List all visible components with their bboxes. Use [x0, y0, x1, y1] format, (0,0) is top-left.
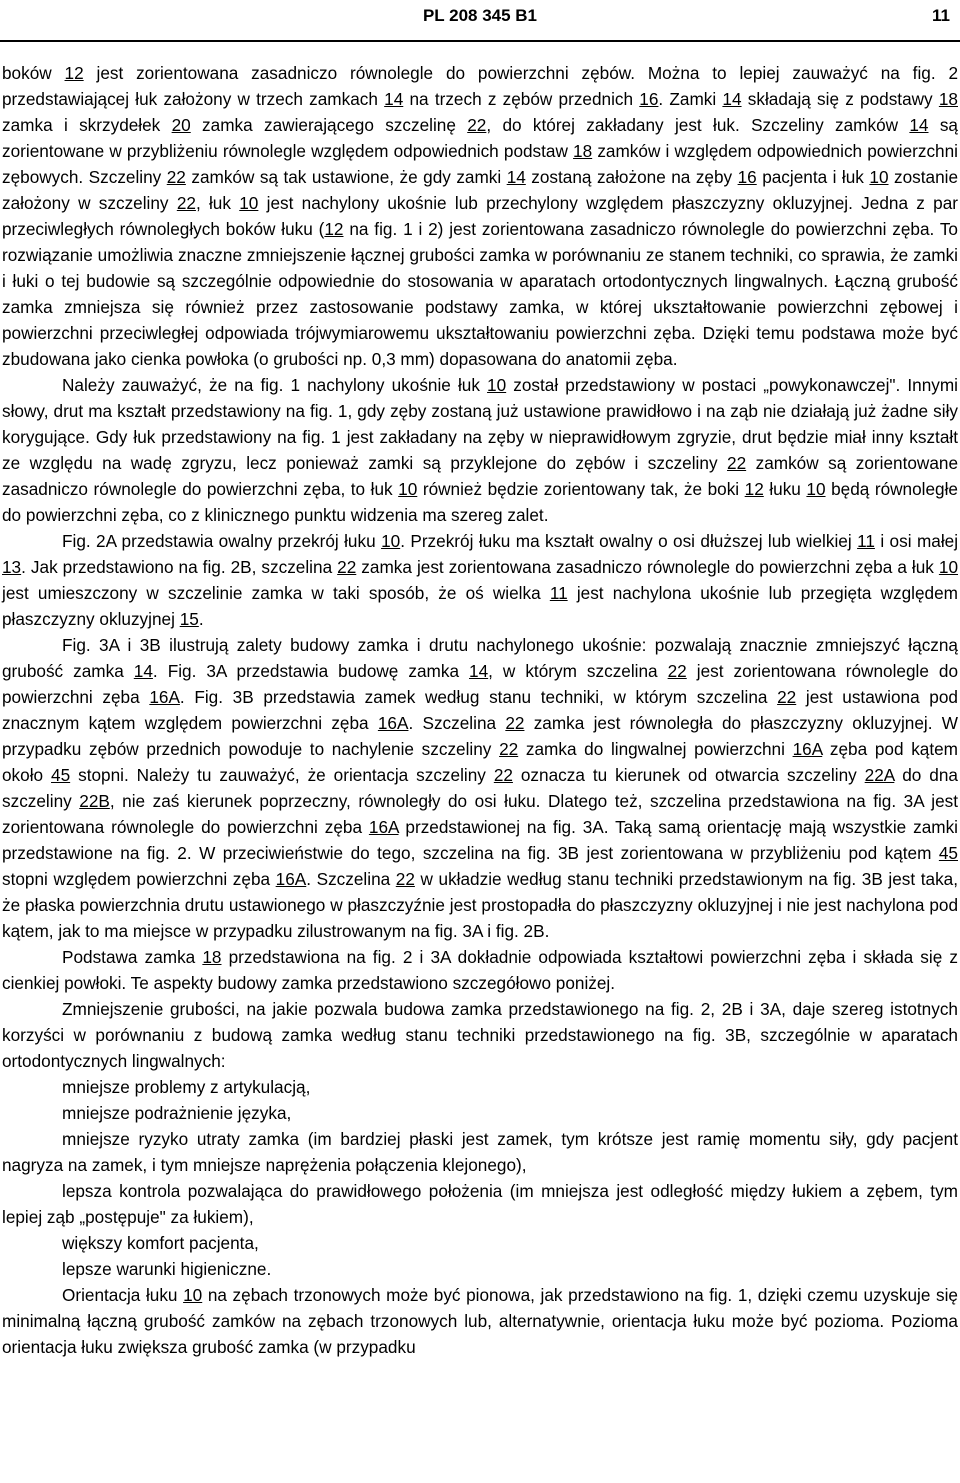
list-item: mniejsze podrażnienie języka,: [62, 1103, 292, 1123]
reference-numeral: 12: [64, 63, 84, 83]
paragraph-6: Zmniejszenie grubości, na jakie pozwala budowa zamka przedstawionego na fig. 2, 2B i 3A, daje szereg istotnych korzyści w porównaniu z budową zamka według stanu techniki przedstawionego na fig. 3B, szczególnie w aparatach ortodontycznych lingwalnych:: [2, 999, 958, 1071]
publication-number: PL 208 345 B1: [422, 6, 538, 25]
reference-numeral: 18: [202, 947, 222, 967]
reference-numeral: 14: [506, 167, 526, 187]
reference-numeral: 10: [183, 1285, 203, 1305]
list-item: lepsze warunki higieniczne.: [62, 1259, 272, 1279]
reference-numeral: 16A: [377, 713, 409, 733]
page-number: 11: [932, 6, 950, 25]
reference-numeral: 22: [395, 869, 415, 889]
reference-numeral: 16: [737, 167, 757, 187]
paragraph-7: Orientacja łuku 10 na zębach trzonowych może być pionowa, jak przedstawiono na fig. 1, dzięki czemu uzyskuje się minimalną łączną grubość zamków na zębach trzonowych lub, alternatywnie, orientacja łuku może być pozioma. Pozioma orientacja łuku zwiększa grubość zamka (w przypadku: [2, 1285, 958, 1357]
reference-numeral: 16A: [792, 739, 823, 759]
reference-numeral: 10: [487, 375, 507, 395]
reference-numeral: 15: [179, 609, 199, 629]
reference-numeral: 12: [324, 219, 344, 239]
paragraph-1: boków 12 jest zorientowana zasadniczo równolegle do powierzchni zębów. Można to lepiej zauważyć na fig. 2 przedstawiającej łuk założony w trzech zamkach 14 na trzech z zębów przednich 16. Zamki 14 składają się z podstawy 18 zamka i skrzydełek 20 zamka zawierającego szczelinę 22, do której zakładany jest łuk. Szczeliny zamków 14 są zorientowane w przybliżeniu równolegle względem odpowiednich podstaw 18 zamków i względem odpowiednich powierzchni zębowych. Szczeliny 22 zamków są tak ustawione, że gdy zamki 14 zostaną założone na zęby 16 pacjenta i łuk 10 zostanie założony w szczeliny 22, łuk 10 jest nachylony ukośnie lub przechylony względem płaszczyzny okluzyjnej. Jedna z par przeciwległych równoległych boków łuku (12 na fig. 1 i 2) jest zorientowana zasadniczo równolegle do powierzchni zęba. To rozwiązanie umożliwia znaczne zmniejszenie łącznej grubości zamka w porównaniu ze stanem techniki, co sprawia, że zamki i łuki o tej budowie są szczególnie odpowiednie do stosowania w aparatach ortodontycznych lingwalnych. Łączną grubość zamka zmniejsza się również przez zastosowanie podstawy zamka, w której ukształtowanie powierzchni zębowej i powierzchni przeciwległej odpowiada trójwymiarowemu ukształtowaniu powierzchni zęba. Dzięki temu podstawa może być zbudowana jako cienka powłoka (o grubości np. 0,3 mm) dopasowana do anatomii zęba.: [2, 63, 959, 369]
paragraph-5: Podstawa zamka 18 przedstawiona na fig. 2 i 3A dokładnie odpowiada kształtowi powierzchni zęba i składa się z cienkiej powłoki. Te aspekty budowy zamka przedstawiono szczegółowo poniżej.: [2, 947, 958, 993]
paragraph-4: Fig. 3A i 3B ilustrują zalety budowy zamka i drutu nachylonego ukośnie: pozwalają znacznie zmniejszyć łączną grubość zamka 14. Fig. 3A przedstawia budowę zamka 14, w którym szczelina 22 jest zorientowana równolegle do powierzchni zęba 16A. Fig. 3B przedstawia zamek według stanu techniki, w którym szczelina 22 jest ustawiona pod znacznym kątem względem powierzchni zęba 16A. Szczelina 22 zamka jest równoległa do płaszczyzny okluzyjnej. W przypadku zębów przednich powoduje to nachylenie szczeliny 22 zamka do lingwalnej powierzchni 16A zęba pod kątem około 45 stopni. Należy tu zauważyć, że orientacja szczeliny 22 oznacza tu kierunek od otwarcia szczeliny 22A do dna szczeliny 22B, nie zaś kierunek poprzeczny, równoległy do osi łuku. Dlatego też, szczelina przedstawiona na fig. 3A jest zorientowana równolegle do powierzchni zęba 16A przedstawionej na fig. 3A. Taką samą orientację mają wszystkie zamki przedstawione na fig. 2. W przeciwieństwie do tego, szczelina na fig. 3B jest zorientowana w przybliżeniu pod kątem 45 stopni względem powierzchni zęba 16A. Szczelina 22 w układzie według stanu techniki przedstawionym na fig. 3B jest taka, że płaska powierzchnia drutu ustawionego w płaszczyźnie jest prostopadła do płaszczyzny okluzyjnej i nie jest nachylona pod kątem, jak to ma miejsce w przypadku zilustrowanym na fig. 3A i fig. 2B.: [2, 635, 959, 941]
list-item: lepsza kontrola pozwalająca do prawidłowego położenia (im mniejsza jest odległość między łukiem a zębem, tym lepiej ząb „postępuje" za łukiem),: [2, 1181, 958, 1227]
reference-numeral: 22: [176, 193, 196, 213]
reference-numeral: 14: [909, 115, 929, 135]
reference-numeral: 16: [639, 89, 659, 109]
reference-numeral: 10: [869, 167, 889, 187]
reference-numeral: 16A: [149, 687, 180, 707]
reference-numeral: 22: [505, 713, 525, 733]
reference-numeral: 22: [467, 115, 487, 135]
reference-numeral: 22: [667, 661, 687, 681]
reference-numeral: 22: [777, 687, 797, 707]
reference-numeral: 18: [938, 89, 958, 109]
reference-numeral: 18: [573, 141, 593, 161]
reference-numeral: 22: [499, 739, 519, 759]
reference-numeral: 22A: [864, 765, 895, 785]
reference-numeral: 16A: [275, 869, 307, 889]
reference-numeral: 22: [493, 765, 513, 785]
reference-numeral: 11: [549, 583, 568, 603]
reference-numeral: 20: [171, 115, 191, 135]
page-header: [0, 0, 960, 42]
reference-numeral: 11: [857, 531, 875, 551]
reference-numeral: 10: [239, 193, 259, 213]
list-item: mniejsze problemy z artykulacją,: [62, 1077, 311, 1097]
paragraph-2: Należy zauważyć, że na fig. 1 nachylony ukośnie łuk 10 został przedstawiony w postaci „powykonawczej". Innymi słowy, drut ma kształt przedstawiony na fig. 1, gdy zęby zostaną już ustawione prawidłowo i na ząb nie działają już żadne siły korygujące. Gdy łuk przedstawiony na fig. 1 jest zakładany na zęby w nieprawidłowym zgryzie, drut będzie miał inny kształt ze względu na wadę zgryzu, lecz ponieważ zamki są przyklejone do zębów i szczeliny 22 zamków są zorientowane zasadniczo równolegle do powierzchni zęba, to łuk 10 również będzie zorientowany tak, że boki 12 łuku 10 będą równoległe do powierzchni zęba, co z klinicznego punktu widzenia ma szereg zalet.: [2, 375, 958, 525]
reference-numeral: 22: [727, 453, 747, 473]
reference-numeral: 10: [398, 479, 418, 499]
reference-numeral: 12: [744, 479, 764, 499]
reference-numeral: 22B: [79, 791, 110, 811]
reference-numeral: 14: [384, 89, 404, 109]
reference-numeral: 45: [51, 765, 71, 785]
reference-numeral: 14: [133, 661, 153, 681]
reference-numeral: 16A: [368, 817, 399, 837]
reference-numeral: 13: [2, 557, 22, 577]
reference-numeral: 45: [938, 843, 958, 863]
reference-numeral: 10: [381, 531, 401, 551]
document-body: [2, 60, 958, 1360]
reference-numeral: 22: [337, 557, 357, 577]
list-item: mniejsze ryzyko utraty zamka (im bardziej płaski jest zamek, tym krótsze jest ramię momentu siły, gdy pacjent nagryza na zamek, i tym mniejsze naprężenia połączenia klejonego),: [2, 1129, 958, 1175]
reference-numeral: 14: [722, 89, 742, 109]
reference-numeral: 14: [469, 661, 489, 681]
paragraph-3: Fig. 2A przedstawia owalny przekrój łuku 10. Przekrój łuku ma kształt owalny o osi dłuższej lub wielkiej 11 i osi małej 13. Jak przedstawiono na fig. 2B, szczelina 22 zamka jest zorientowana zasadniczo równolegle do powierzchni zęba a łuk 10 jest umieszczony w szczelinie zamka w taki sposób, że oś wielka 11 jest nachylona ukośnie lub przegięta względem płaszczyzny okluzyjnej 15.: [2, 531, 959, 629]
reference-numeral: 22: [166, 167, 186, 187]
reference-numeral: 10: [938, 557, 959, 577]
list-item: większy komfort pacjenta,: [62, 1233, 259, 1253]
reference-numeral: 10: [806, 479, 826, 499]
